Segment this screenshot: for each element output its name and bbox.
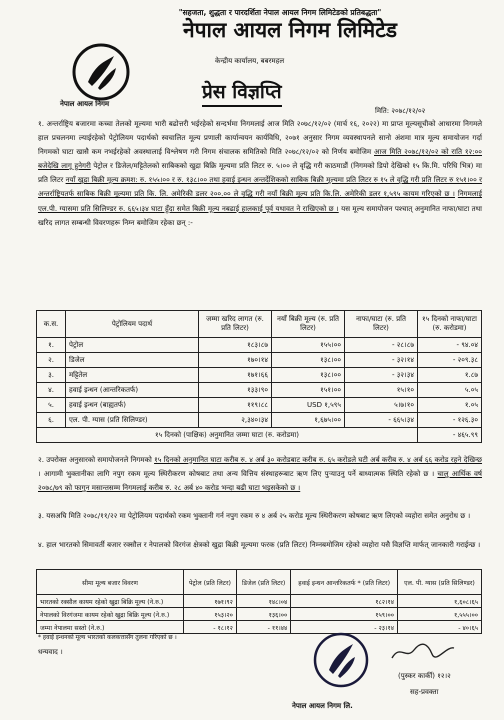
paragraph-4: ४. हाल भारतको सिमावर्ती बजार रक्सौल र नेपालको विरगंज क्षेत्रको खुद्रा बिक्री मूल्यमा फरक (प्रति लिटर) निम्नबमोजिम रहेको व्यहोरा यसै विज्ञप्ति मार्फत् जानकारी गराईन्छ । bbox=[38, 540, 481, 549]
page-title: प्रेस विज्ञप्ति bbox=[202, 78, 282, 107]
market-cell: जम्मा नेपालमा सस्तो (ने.रु.) bbox=[37, 621, 184, 634]
sn-cell: ३. bbox=[37, 368, 66, 383]
fifteen-day-cell: - ९४.०४ bbox=[418, 338, 482, 353]
fifteen-day-cell: १.०५ bbox=[418, 398, 482, 413]
stamp-caption: नेपाल आयल निगम लि. bbox=[292, 702, 353, 710]
th2-lpg: एल. पी. ग्यास (प्रति सिलिण्डर) bbox=[398, 570, 482, 595]
fifteen-day-cell: ५.०५ bbox=[418, 383, 482, 398]
signature-icon bbox=[388, 640, 458, 664]
product-cell: एल. पी. ग्यास (प्रति सिलिण्डर) bbox=[66, 413, 199, 428]
th2-market: सीमा मूल्य बजार विवरण bbox=[37, 570, 184, 595]
th-cost: जम्मा खरिद लागत (रु. प्रति लिटर) bbox=[199, 311, 272, 338]
new-price-cell: १३८।०० bbox=[272, 353, 345, 368]
profit-loss-cell: - ३२।१४ bbox=[345, 353, 418, 368]
cost-cell: १७०।१४ bbox=[199, 353, 272, 368]
cost-cell: १३३।९० bbox=[199, 383, 272, 398]
th2-petrol: पेट्रोल (प्रति लिटर) bbox=[184, 570, 237, 595]
profit-loss-cell: - ३२।३४ bbox=[345, 368, 418, 383]
new-price-cell: USD १,५९५ bbox=[272, 398, 345, 413]
th-15-day: १५ दिनको नाफा/घाटा (रु. करोडमा) bbox=[418, 311, 482, 338]
product-cell: हवाई इन्धन (बाह्यतर्फ) bbox=[66, 398, 199, 413]
lpg-cell: १,६०८।६५ bbox=[398, 595, 482, 608]
fifteen-day-cell: - २०९.३८ bbox=[418, 353, 482, 368]
table-row bbox=[37, 621, 482, 634]
price-table-header bbox=[37, 311, 482, 338]
border-table-body bbox=[37, 595, 482, 634]
paragraph-2 bbox=[38, 453, 482, 495]
para2-text-a: २. उपरोक्त अनुसारको समायोजनले निगमको bbox=[38, 455, 155, 464]
table-row bbox=[37, 383, 482, 398]
para1-text-a: १. अन्तर्राष्ट्रिय बजारमा कच्चा तेलको मूल्यमा भारी बढोत्तरी भईरहेको सन्दर्भमा निगमलाई आज मिति २०७८/१२/०२ (मार्च १६, २०२२) मा प्राप्त मूल्यसूचीको आधारमा निगमले हाल प्रचलनमा ल्याईरहेको पेट्रोलियम पदार्थको स्वचालित मूल्य प्रणाली कार्यान्वयन कार्यविधि, २०७१ अनुसार निगम व्यवस्थापनले सानो अंशमा मात्र मूल्य समायोजन गर्दा निगमको घाटा खासै कम नभईरहेको अवस्थालाई विश्लेषण गरी निगम संचालक समितिको मिति २०७८/१२/०२ को निर्णय बमोजिम bbox=[38, 119, 482, 157]
profit-loss-cell: ५।७।१० bbox=[345, 398, 418, 413]
price-table bbox=[36, 310, 482, 443]
atf-cell: १८२।१४ bbox=[291, 595, 398, 608]
release-date: मिति: २०७८/१२/०२ bbox=[375, 107, 426, 115]
para2-text-c: । आगामी भुक्तानीका लागि नपुग रकम मूल्य स्थिरीकरण कोषबाट तथा अन्य वित्तिय संस्थाहरूबाट ऋण लिए पुऱ्याउनु पर्ने बाध्यात्मक स्थिति रहेको छ । bbox=[38, 469, 438, 479]
cost-cell: २,३४०।३४ bbox=[199, 413, 272, 428]
lpg-cell: १,५५५।०० bbox=[398, 608, 482, 621]
product-cell: डिजेल bbox=[66, 353, 199, 368]
new-price-cell: १५५।०० bbox=[272, 338, 345, 353]
profit-loss-cell: - ६६५।३४ bbox=[345, 413, 418, 428]
sn-cell: २. bbox=[37, 353, 66, 368]
profit-loss-cell: १५।१० bbox=[345, 383, 418, 398]
cost-cell: १७१।६६ bbox=[199, 368, 272, 383]
sn-cell: ६. bbox=[37, 413, 66, 428]
new-price-cell: १,६७५।०० bbox=[272, 413, 345, 428]
table-row bbox=[37, 398, 482, 413]
para1-effective-time: आज मिति २०७८/१२/०२ को राति १२:०० बजेदेखि लागू हुनेगरी bbox=[38, 147, 482, 171]
new-price-cell: १३८।०० bbox=[272, 368, 345, 383]
organization-office: केन्द्रीय कार्यालय, बबरमहल bbox=[215, 57, 285, 65]
th-profit-loss: नाफा/घाटा (रु. प्रति लिटर) bbox=[345, 311, 418, 338]
organization-name: नेपाल आयल निगम लिमिटेड bbox=[182, 18, 398, 42]
para1-text-g: यस मूल्य समायोजन पश्चात् अनुमानित नाफा/घाटा तथा खरिद लागत सम्बन्धी विवरणहरू निम्न बमोजिम रहेका छन् :- bbox=[38, 203, 483, 227]
cost-cell: ११९।८८ bbox=[199, 398, 272, 413]
sn-cell: ५. bbox=[37, 398, 66, 413]
market-cell: नेपालको विरगंजमा कायम रहेको खुद्रा बिक्रि मूल्य (ने.रु.) bbox=[37, 608, 184, 621]
signatory-name: (पुस्कर कार्की) १२।२ bbox=[398, 672, 451, 680]
thanks-text: धन्यवाद । bbox=[38, 648, 63, 656]
diesel-cell: १३६।०० bbox=[236, 608, 290, 621]
total-label: १५ दिनको (पाक्षिक) अनुमानित जम्मा घाटा (रु. करोडमा) bbox=[37, 428, 418, 443]
new-price-cell: १५१।०० bbox=[272, 383, 345, 398]
price-table-body bbox=[37, 338, 482, 428]
total-value: - ४६५.९९ bbox=[418, 428, 482, 443]
th2-diesel: डिजेल (प्रति लिटर) bbox=[236, 570, 290, 595]
table-row bbox=[37, 608, 482, 621]
para1-text-c: पेट्रोल र डिजेल/मट्टितेलको साबिकको खुद्रा बिक्रि मूल्यमा प्रति लिटर रु. ५।०० ले वृद्धि गरी काठमाडौं (निगमको डिपो देखिको १५ कि.मि. परिधि भित्र) मा प्रति लिटर bbox=[38, 161, 482, 185]
sn-cell: ४. bbox=[37, 383, 66, 398]
paragraph-3: ३. यसअघि मिति २०७८/११/२२ मा पेट्रोलियम पदार्थको रकम भुक्तानी गर्न नपुग रकम रु ४ अर्ब २५ करोड मूल्य स्थिरीकरण कोषबाट ऋण लिएको व्यहोरा समेत अनुरोध छ । bbox=[38, 511, 471, 520]
para1-lpg-note: निगमलाई एल.पी. ग्यासमा प्रति सिलिण्डर रु. ६६५।३४ घाटा हुँदा समेत बिक्री मूल्य नबढाई हालकाई पूर्व यथावत ने राखिएको छ । bbox=[38, 189, 482, 213]
th-sn: क.स. bbox=[37, 311, 66, 338]
atf-cell: १५९।०० bbox=[291, 608, 398, 621]
fifteen-day-cell: - १२६.३० bbox=[418, 413, 482, 428]
nepal-oil-logo-icon bbox=[68, 42, 134, 102]
paragraph-1 bbox=[38, 117, 482, 230]
th-product: पेट्रोलियम पदार्थ bbox=[66, 311, 199, 338]
market-cell: भारतको रक्सौल कायम रहेको खुद्रा बिक्रि मूल्य (ने.रु.) bbox=[37, 595, 184, 608]
price-table-total-row bbox=[37, 428, 482, 443]
profit-loss-cell: - २८।८७ bbox=[345, 338, 418, 353]
product-cell: पेट्रोल bbox=[66, 338, 199, 353]
logo-caption: नेपाल आयल निगम bbox=[60, 100, 110, 108]
product-cell: हवाई इन्धन (आन्तरिकतर्फ) bbox=[66, 383, 199, 398]
diesel-cell: - ११।४४ bbox=[236, 621, 290, 634]
footnote: * हवाई इन्धनको मूल्य भारतको कलकत्तासँग तुलना गरिएको छ । bbox=[38, 634, 177, 641]
table-row bbox=[37, 338, 482, 353]
table-row bbox=[37, 368, 482, 383]
th2-atf: हवाई इन्धन आन्तरिकतर्फ * (प्रति लिटर) bbox=[291, 570, 398, 595]
th-new-price: नयाँ बिक्री मूल्य (रु. प्रति लिटर) bbox=[272, 311, 345, 338]
lpg-cell: - ४०।६५ bbox=[398, 621, 482, 634]
petrol-cell: - १८।१२ bbox=[184, 621, 237, 634]
diesel-cell: १४८।०४ bbox=[236, 595, 290, 608]
table-row bbox=[37, 595, 482, 608]
border-price-table bbox=[36, 569, 482, 634]
petrol-cell: १५३।२० bbox=[184, 608, 237, 621]
cost-cell: १८३।८७ bbox=[199, 338, 272, 353]
sn-cell: १. bbox=[37, 338, 66, 353]
border-table-header bbox=[37, 570, 482, 595]
official-stamp-icon bbox=[305, 628, 377, 698]
atf-cell: - २३।१४ bbox=[291, 621, 398, 634]
para2-cumulative-loss: चालु आर्थिक वर्ष २०७८/७९ को फागुन मसान्तसम्म निगमलाई करीब रु. २८ अर्ब ४० करोड भन्दा बढी घाटा भइसकेको छ । bbox=[38, 469, 482, 493]
product-cell: मट्टितेल bbox=[66, 368, 199, 383]
signatory-title: सह-प्रवक्ता bbox=[410, 688, 439, 696]
para2-loss-estimate: १५ दिनको अनुमानित घाटा करीब रु. ४ अर्ब ३० करोडबाट करीब रु. ६५ करोडले घटी अर्ब करीब रु. ४ अर्ब ६६ करोड रहने देखिन्छ bbox=[154, 455, 483, 464]
petrol-cell: १७१।९२ bbox=[184, 595, 237, 608]
table-row bbox=[37, 353, 482, 368]
table-row bbox=[37, 413, 482, 428]
para1-new-prices: नयाँ खुद्रा बिक्री मूल्य क्रमश: रु. १५५।०० र रु. १३८।०० तथा हवाई इन्धन अन्तर्देशिकको साबिक बिक्री मूल्यमा प्रति लिटर रु १५ ले वृद्धि गरी प्रति लिटर रु १५१।०० र अन्तर्राष्ट्रियतर्फ साबिक बिक्री मूल्यमा प्रति कि. लि. अमेरिकी डलर २००.०० ले वृद्धि गरी नयाँ बिक्री मूल्य प्रति कि.लि. अमेरिकी डलर १,५९५ कायम गरिएको छ । bbox=[38, 175, 482, 199]
fifteen-day-cell: १.८७ bbox=[418, 368, 482, 383]
slogan: "सहजता, शुद्धता र पारदर्शिता नेपाल आयल निगम लिमिटेडको प्रतिबद्धता" bbox=[178, 8, 382, 17]
